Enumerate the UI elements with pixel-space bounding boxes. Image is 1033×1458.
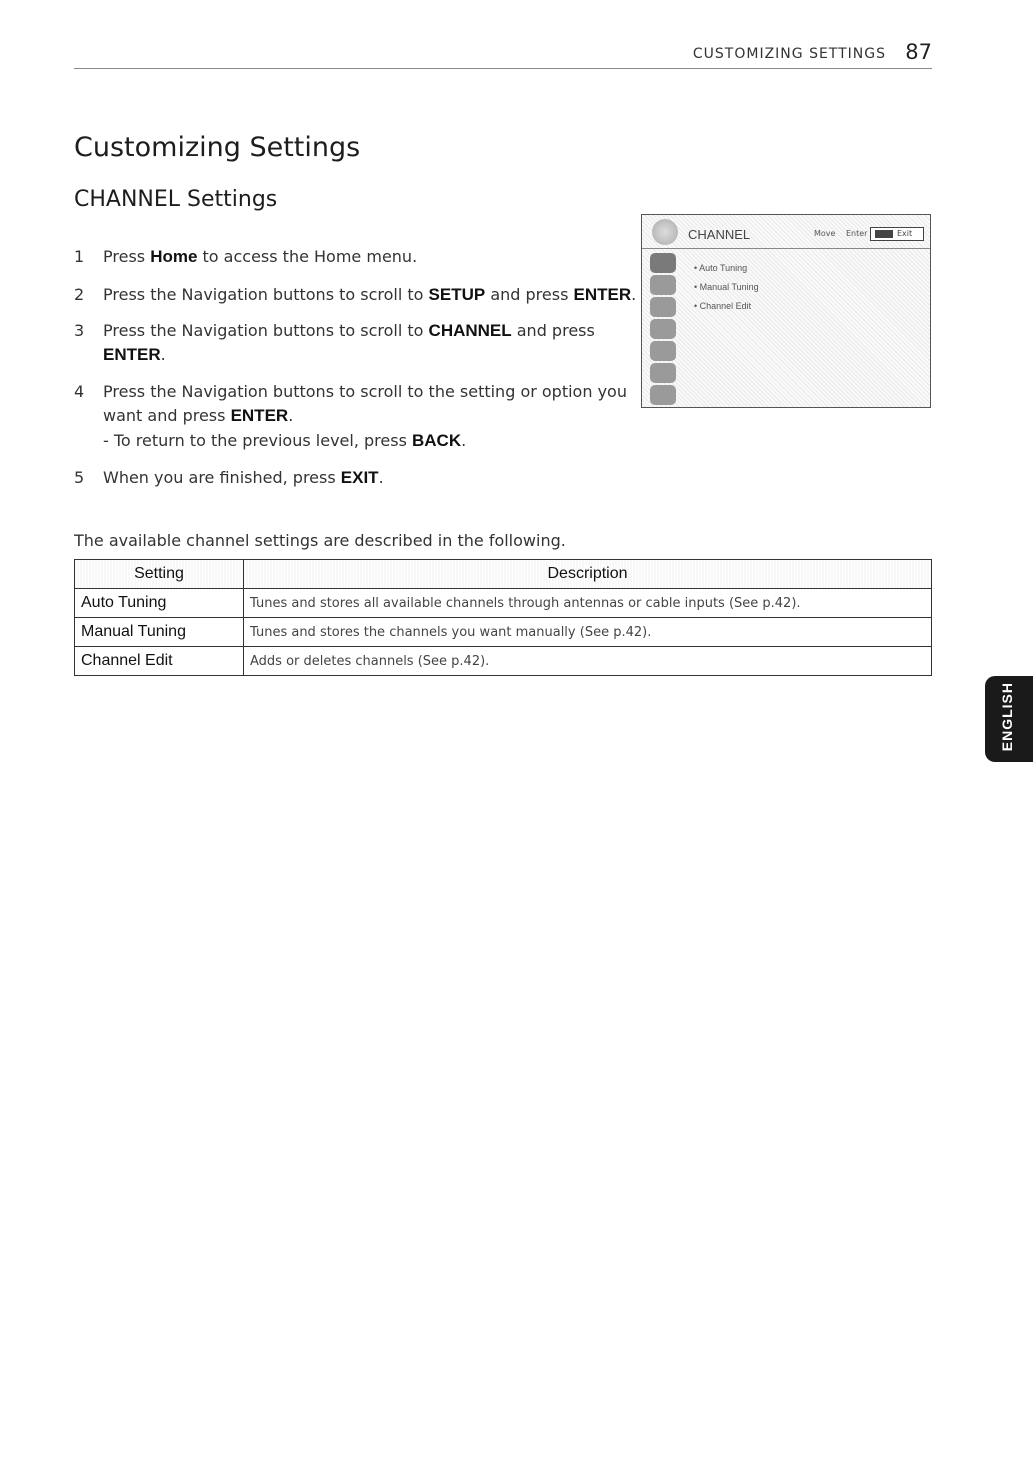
step-text: Press (103, 247, 151, 266)
header-setting: Setting (75, 560, 244, 589)
option-icon (650, 341, 676, 361)
exit-hint: Exit (870, 227, 924, 241)
audio-icon (650, 275, 676, 295)
time-icon (650, 319, 676, 339)
step-keyword: CHANNEL (428, 321, 512, 340)
menu-item-auto-tuning: • Auto Tuning (694, 263, 748, 273)
step-keyword: ENTER (230, 406, 289, 425)
description-cell: Tunes and stores the channels you want manually (See p.42). (244, 618, 932, 647)
step-number: 2 (74, 285, 85, 304)
channel-icon (650, 297, 676, 317)
step-text: Press the Navigation buttons to scroll to (103, 321, 429, 340)
step-text: Press the Navigation buttons to scroll to the setting or option you want and press (103, 382, 627, 425)
step-4-note (103, 431, 466, 451)
step-text: . (378, 468, 384, 487)
table-row (75, 589, 932, 618)
setting-cell: Channel Edit (75, 647, 244, 676)
step-text: and press (511, 321, 595, 340)
table-header-row (75, 560, 932, 589)
language-label: ENGLISH (999, 682, 1015, 752)
enter-hint: Enter (846, 229, 868, 238)
section-title: CUSTOMIZING SETTINGS (692, 46, 886, 62)
setting-cell: Manual Tuning (75, 618, 244, 647)
setting-cell: Auto Tuning (75, 589, 244, 618)
settings-table (74, 559, 932, 676)
menu-title: CHANNEL (688, 227, 751, 242)
page-number: 87 (905, 40, 932, 64)
step-number: 3 (74, 321, 85, 340)
language-tab (985, 676, 1033, 762)
page-header (74, 40, 932, 69)
description-cell: Adds or deletes channels (See p.42). (244, 647, 932, 676)
note-text: . (461, 431, 467, 450)
menu-sidebar (642, 249, 682, 407)
menu-logo-icon (652, 219, 678, 245)
step-text: When you are finished, press (103, 468, 341, 487)
menu-top-bar (642, 215, 930, 249)
picture-icon (650, 253, 676, 273)
table-row (75, 647, 932, 676)
page-title: Customizing Settings (74, 132, 361, 163)
step-text: . (160, 345, 166, 364)
note-text: - To return to the previous level, press (103, 431, 412, 450)
move-hint: Move (814, 229, 836, 238)
step-keyword: SETUP (428, 285, 486, 304)
table-row (75, 618, 932, 647)
menu-item-channel-edit: • Channel Edit (694, 301, 752, 311)
step-keyword: Home (150, 247, 198, 266)
input-icon (650, 363, 676, 383)
step-text: and press (485, 285, 574, 304)
step-text: to access the Home menu. (197, 247, 418, 266)
step-keyword: ENTER (103, 345, 161, 364)
step-number: 4 (74, 382, 85, 401)
menu-item-manual-tuning: • Manual Tuning (694, 282, 759, 292)
section-subtitle: CHANNEL Settings (74, 187, 278, 212)
step-text: . (288, 406, 294, 425)
header-description: Description (244, 560, 932, 589)
support-icon (650, 385, 676, 405)
note-keyword: BACK (411, 431, 462, 450)
description-cell: Tunes and stores all available channels through antennas or cable inputs (See p.42). (244, 589, 932, 618)
step-text: Press the Navigation buttons to scroll to (103, 285, 429, 304)
channel-menu-screenshot (641, 214, 931, 408)
step-number: 5 (74, 468, 85, 487)
menu-items (694, 259, 759, 316)
step-number: 1 (74, 247, 85, 266)
table-intro: The available channel settings are described in the following. (74, 531, 566, 550)
step-keyword: ENTER (573, 285, 632, 304)
step-text: . (631, 285, 637, 304)
step-keyword: EXIT (340, 468, 379, 487)
